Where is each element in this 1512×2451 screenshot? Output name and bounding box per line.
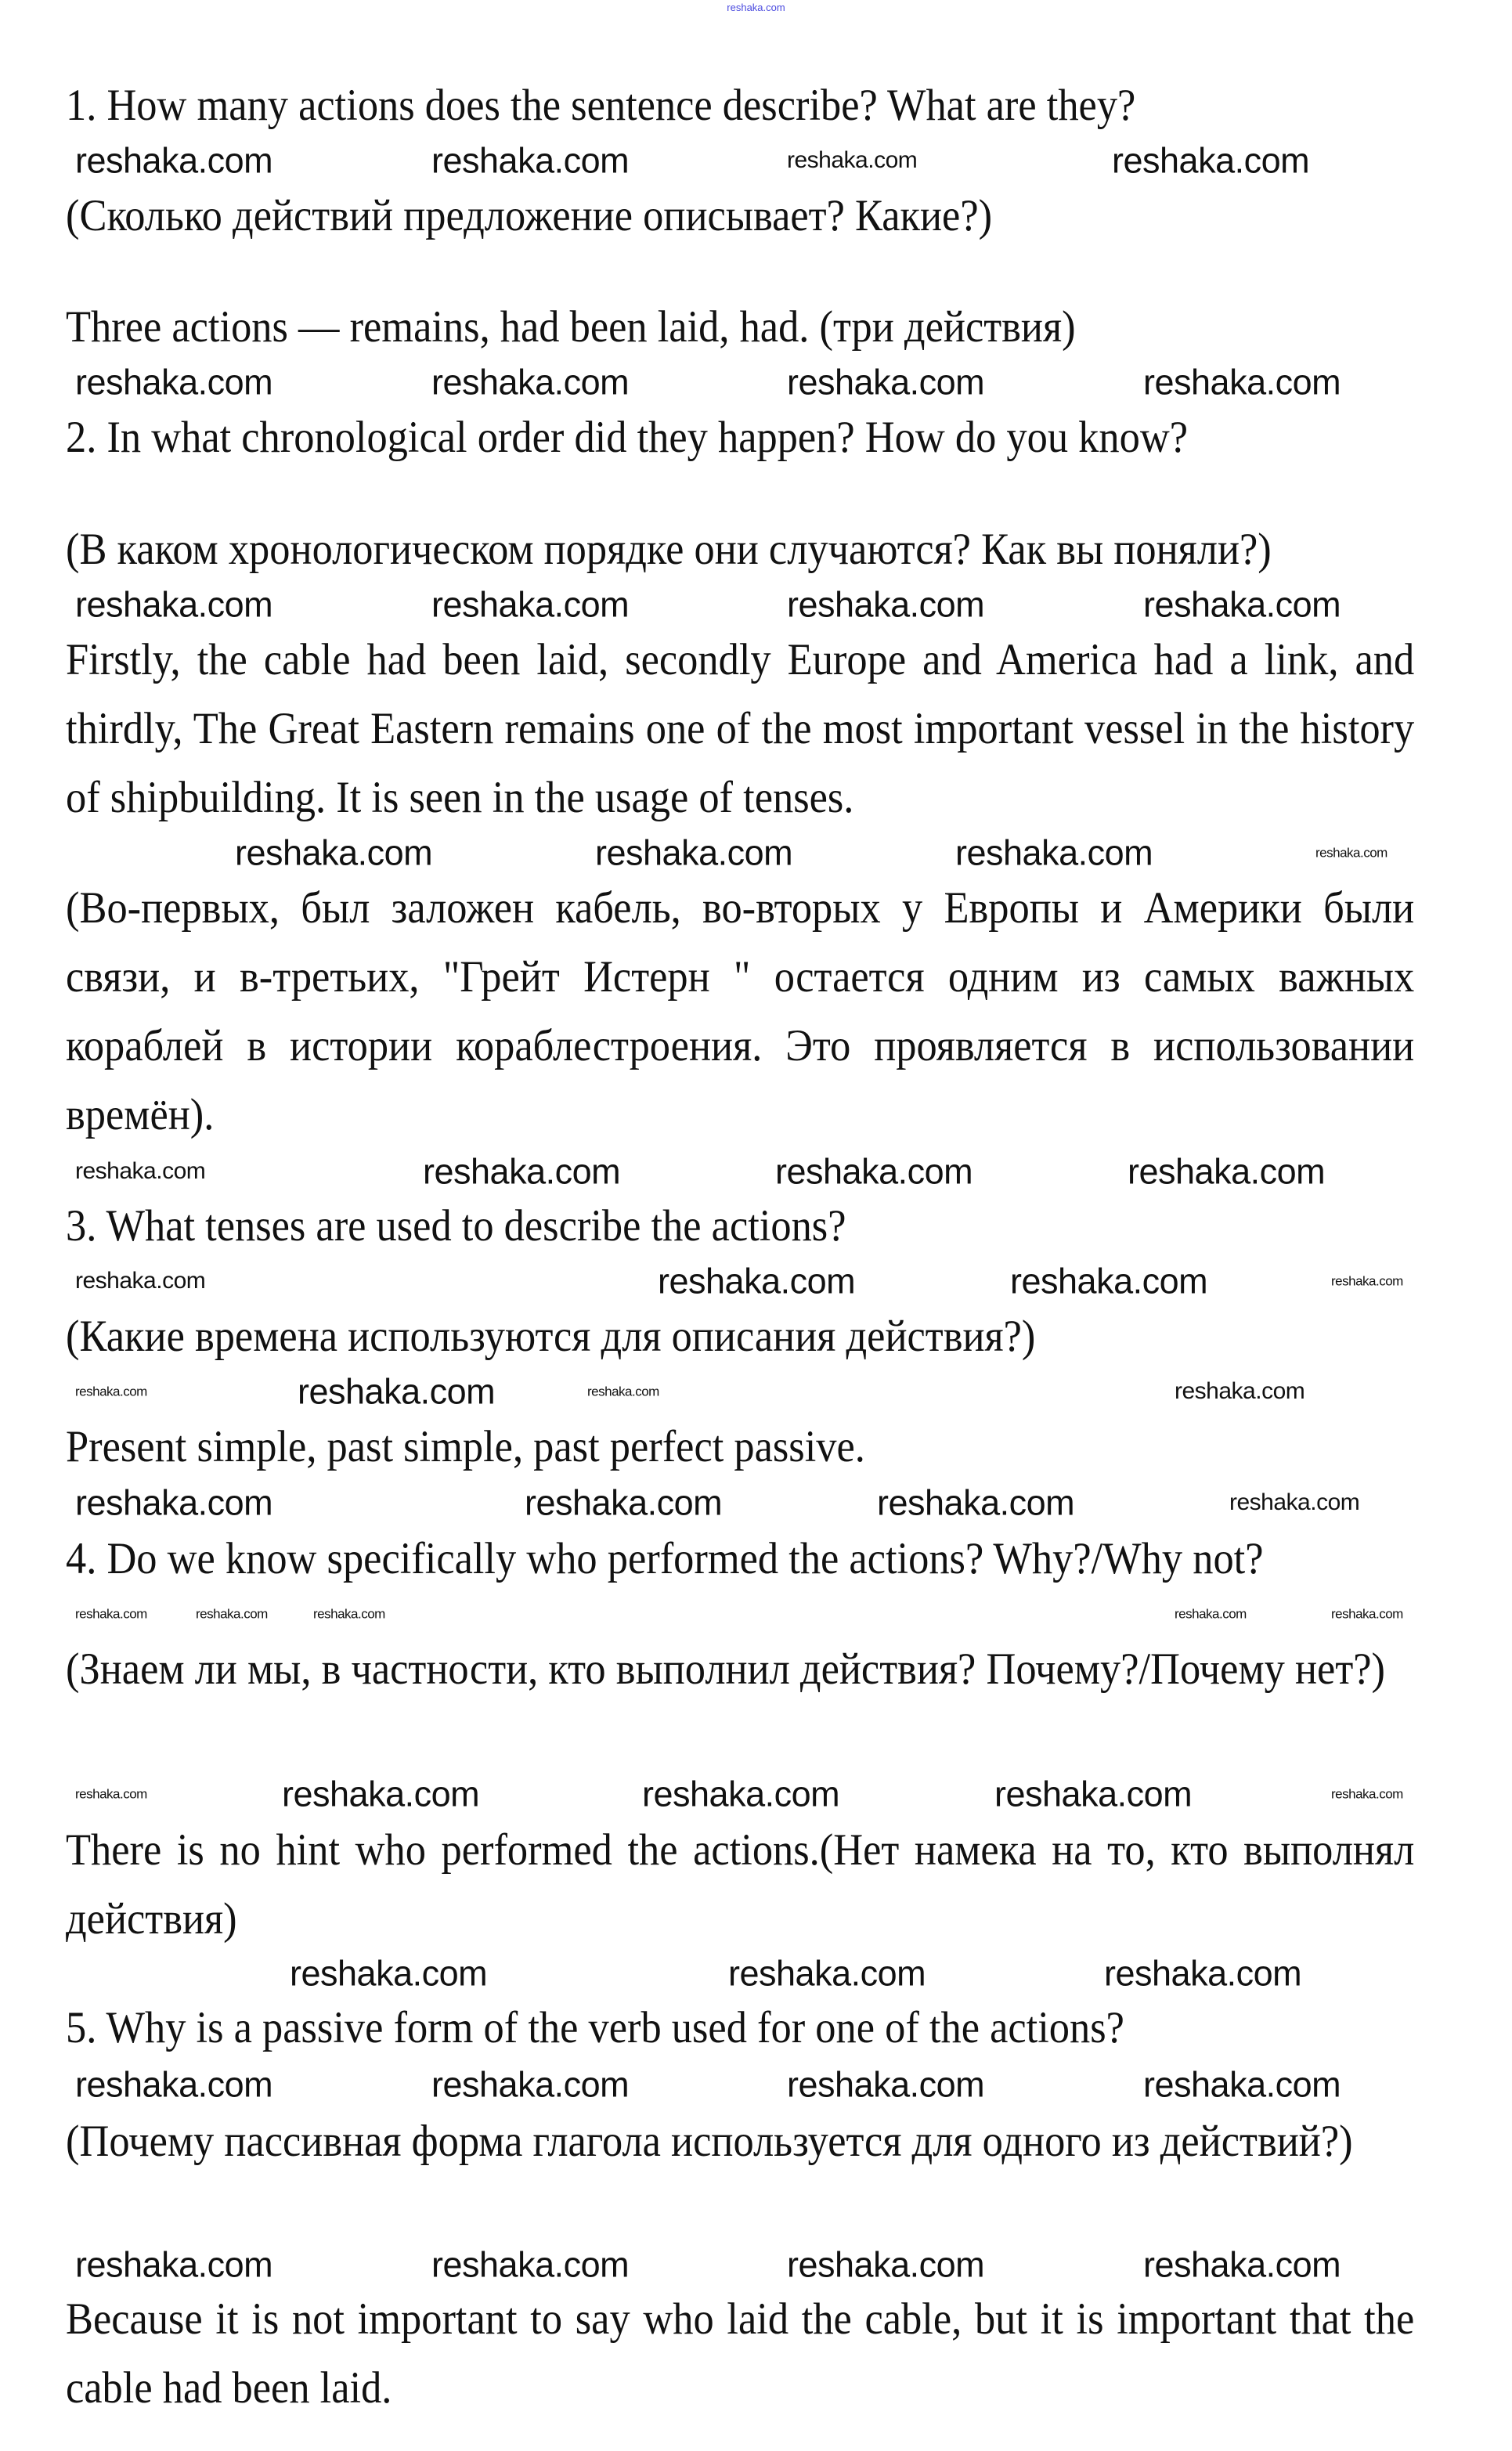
watermark: reshaka.com	[1331, 1273, 1403, 1289]
watermark: reshaka.com	[1331, 1786, 1403, 1802]
watermark: reshaka.com	[1010, 1261, 1208, 1301]
question-2: 2. In what chronological order did they happen? How do you know?	[66, 413, 1188, 462]
watermark: reshaka.com	[75, 362, 273, 402]
watermark: reshaka.com	[75, 2244, 273, 2285]
watermark: reshaka.com	[1315, 845, 1388, 861]
watermark: reshaka.com	[431, 362, 630, 402]
watermark: reshaka.com	[290, 1953, 488, 1994]
watermark: reshaka.com	[775, 1151, 973, 1192]
watermark: reshaka.com	[298, 1371, 496, 1412]
answer-1: Three actions — remains, had been laid, had. (три действия)	[66, 302, 1076, 352]
question-2-ru: (В каком хронологическом порядке они случаются? Как вы поняли?)	[66, 525, 1272, 574]
watermark: reshaka.com	[75, 584, 273, 625]
answer-2-ru: (Во-первых, был заложен кабель, во-вторых у Европы и Америки были связи, и в-третьих, "Грейт Истерн " остается одним из самых важных кораблей в истории кораблестроения. Это проявляется в использовании времён).	[66, 883, 1415, 1139]
watermark: reshaka.com	[1143, 2244, 1341, 2285]
watermark: reshaka.com	[1143, 2064, 1341, 2105]
question-4-ru: (Знаем ли мы, в частности, кто выполнил действия? Почему?/Почему нет?)	[66, 1644, 1385, 1694]
question-1: 1. How many actions does the sentence describe? What are they?	[66, 81, 1136, 130]
watermark: reshaka.com	[787, 584, 985, 625]
watermark: reshaka.com	[431, 584, 630, 625]
answer-2: Firstly, the cable had been laid, secondly Europe and America had a link, and thirdly, The Great Eastern remains one of the most important vessel in the history of shipbuilding. It is seen in the usage of tenses.	[66, 635, 1415, 822]
watermark: reshaka.com	[1143, 584, 1341, 625]
watermark: reshaka.com	[787, 362, 985, 402]
question-5-ru: (Почему пассивная форма глагола используется для одного из действий?)	[66, 2117, 1353, 2166]
watermark: reshaka.com	[75, 1158, 206, 1184]
watermark: reshaka.com	[75, 1268, 206, 1294]
watermark: reshaka.com	[1175, 1378, 1305, 1404]
watermark: reshaka.com	[1143, 362, 1341, 402]
watermark: reshaka.com	[75, 1482, 273, 1523]
watermark: reshaka.com	[196, 1606, 268, 1622]
watermark: reshaka.com	[994, 1774, 1193, 1814]
question-5: 5. Why is a passive form of the verb used for one of the actions?	[66, 2003, 1124, 2052]
watermark: reshaka.com	[787, 2064, 985, 2105]
watermark: reshaka.com	[877, 1482, 1075, 1523]
watermark: reshaka.com	[787, 147, 918, 173]
question-1-ru: (Сколько действий предложение описывает? Какие?)	[66, 191, 993, 240]
watermark: reshaka.com	[75, 140, 273, 181]
watermark: reshaka.com	[1175, 1606, 1247, 1622]
watermark: reshaka.com	[642, 1774, 840, 1814]
site-label[interactable]: reshaka.com	[727, 2, 785, 13]
watermark: reshaka.com	[955, 832, 1153, 873]
watermark: reshaka.com	[1229, 1489, 1360, 1515]
watermark: reshaka.com	[431, 140, 630, 181]
question-3-ru: (Какие времена используются для описания действия?)	[66, 1312, 1036, 1361]
watermark: reshaka.com	[431, 2064, 630, 2105]
watermark: reshaka.com	[1112, 140, 1310, 181]
watermark: reshaka.com	[313, 1606, 385, 1622]
answer-5: Because it is not important to say who laid the cable, but it is important that the cable had been laid.	[66, 2294, 1415, 2413]
watermark: reshaka.com	[235, 832, 433, 873]
answer-3: Present simple, past simple, past perfect passive.	[66, 1422, 865, 1471]
watermark: reshaka.com	[75, 1786, 147, 1802]
watermark: reshaka.com	[1331, 1606, 1403, 1622]
watermark: reshaka.com	[431, 2244, 630, 2285]
watermark: reshaka.com	[787, 2244, 985, 2285]
watermark: reshaka.com	[282, 1774, 480, 1814]
watermark: reshaka.com	[423, 1151, 621, 1192]
watermark: reshaka.com	[595, 832, 793, 873]
watermark: reshaka.com	[728, 1953, 926, 1994]
answer-4: There is no hint who performed the actions.(Нет намека на то, кто выполнял действия)	[66, 1825, 1415, 1944]
watermark: reshaka.com	[1128, 1151, 1326, 1192]
watermark: reshaka.com	[75, 1384, 147, 1399]
watermark: reshaka.com	[525, 1482, 723, 1523]
question-4: 4. Do we know specifically who performed the actions? Why?/Why not?	[66, 1534, 1264, 1583]
watermark: reshaka.com	[587, 1384, 659, 1399]
watermark: reshaka.com	[658, 1261, 856, 1301]
watermark: reshaka.com	[1104, 1953, 1302, 1994]
question-3: 3. What tenses are used to describe the actions?	[66, 1201, 846, 1251]
watermark: reshaka.com	[75, 2064, 273, 2105]
watermark: reshaka.com	[75, 1606, 147, 1622]
